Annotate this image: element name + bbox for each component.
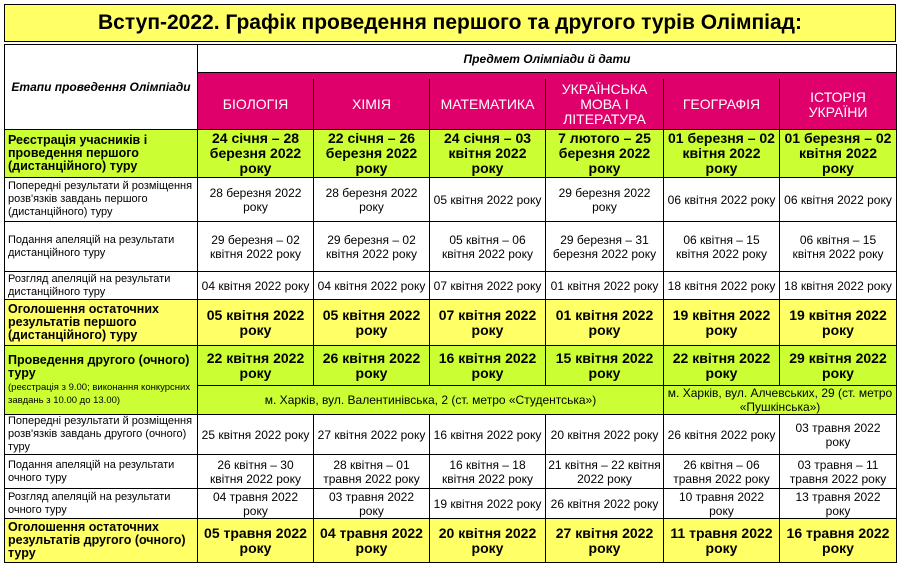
date-cell: 01 квітня 2022 року bbox=[546, 300, 664, 346]
date-cell: 11 травня 2022 року bbox=[664, 519, 780, 563]
date-cell: 04 травня 2022 року bbox=[198, 489, 314, 519]
date-cell: 16 квітня 2022 року bbox=[430, 415, 546, 455]
location-cell: м. Харків, вул. Алчевських, 29 (ст. метро «Пушкінська») bbox=[664, 386, 897, 415]
stage-label: Реєстрація учасників і проведення першого (дистанційного) туру bbox=[5, 130, 198, 178]
date-cell: 27 квітня 2022 року bbox=[314, 415, 430, 455]
date-cell: 29 березня – 02 квітня 2022 року bbox=[198, 222, 314, 272]
schedule-table bbox=[4, 44, 897, 563]
date-cell: 22 квітня 2022 року bbox=[664, 346, 780, 386]
table-row bbox=[5, 300, 897, 346]
date-cell: 26 квітня 2022 року bbox=[314, 346, 430, 386]
stages-header: Етапи проведення Олімпіади bbox=[5, 45, 198, 130]
date-cell: 03 травня 2022 року bbox=[314, 489, 430, 519]
date-cell: 28 березня 2022 року bbox=[198, 178, 314, 222]
date-cell: 06 квітня 2022 року bbox=[664, 178, 780, 222]
date-cell: 04 травня 2022 року bbox=[314, 519, 430, 563]
date-cell: 07 квітня 2022 року bbox=[430, 300, 546, 346]
table-row bbox=[5, 272, 897, 300]
stage-label: Розгляд апеляцій на результати очного туру bbox=[5, 489, 198, 519]
subject-history: ІСТОРІЯ УКРАЇНИ bbox=[780, 80, 897, 130]
subject-geography: ГЕОГРАФІЯ bbox=[664, 80, 780, 130]
date-cell: 01 березня – 02 квітня 2022 року bbox=[664, 130, 780, 178]
date-cell: 22 січня – 26 березня 2022 року bbox=[314, 130, 430, 178]
date-cell: 26 квітня – 06 травня 2022 року bbox=[664, 455, 780, 489]
subjects-band bbox=[198, 73, 897, 80]
date-cell: 05 травня 2022 року bbox=[198, 519, 314, 563]
date-cell: 13 травня 2022 року bbox=[780, 489, 897, 519]
date-cell: 03 травня 2022 року bbox=[780, 415, 897, 455]
table-row bbox=[5, 178, 897, 222]
date-cell: 26 квітня – 30 квітня 2022 року bbox=[198, 455, 314, 489]
date-cell: 01 квітня 2022 року bbox=[546, 272, 664, 300]
date-cell: 18 квітня 2022 року bbox=[664, 272, 780, 300]
date-cell: 19 квітня 2022 року bbox=[780, 300, 897, 346]
stage-label: Оголошення остаточних результатів першого (дистанційного) туру bbox=[5, 300, 198, 346]
date-cell: 29 березня – 02 квітня 2022 року bbox=[314, 222, 430, 272]
table-row bbox=[5, 489, 897, 519]
stage-label-main: Проведення другого (очного) туру bbox=[8, 353, 190, 380]
date-cell: 28 квітня – 01 травня 2022 року bbox=[314, 455, 430, 489]
date-cell: 04 квітня 2022 року bbox=[198, 272, 314, 300]
date-cell: 20 квітня 2022 року bbox=[546, 415, 664, 455]
date-cell: 19 квітня 2022 року bbox=[430, 489, 546, 519]
date-cell: 05 квітня 2022 року bbox=[198, 300, 314, 346]
date-cell: 10 травня 2022 року bbox=[664, 489, 780, 519]
table-row bbox=[5, 222, 897, 272]
date-cell: 04 квітня 2022 року bbox=[314, 272, 430, 300]
subject-math: МАТЕМАТИКА bbox=[430, 80, 546, 130]
date-cell: 29 березня – 31 березня 2022 року bbox=[546, 222, 664, 272]
date-cell: 24 січня – 03 квітня 2022 року bbox=[430, 130, 546, 178]
date-cell: 20 квітня 2022 року bbox=[430, 519, 546, 563]
date-cell: 05 квітня – 06 квітня 2022 року bbox=[430, 222, 546, 272]
date-cell: 06 квітня – 15 квітня 2022 року bbox=[664, 222, 780, 272]
date-cell: 16 квітня 2022 року bbox=[430, 346, 546, 386]
subject-biology: БІОЛОГІЯ bbox=[198, 80, 314, 130]
date-cell: 15 квітня 2022 року bbox=[546, 346, 664, 386]
stage-note: (реєстрація з 9.00; виконання конкурсних завдань з 10.00 до 13.00) bbox=[8, 382, 191, 406]
table-row bbox=[5, 130, 897, 178]
date-cell: 01 березня – 02 квітня 2022 року bbox=[780, 130, 897, 178]
date-cell: 7 лютого – 25 березня 2022 року bbox=[546, 130, 664, 178]
table-row bbox=[5, 415, 897, 455]
date-cell: 03 травня – 11 травня 2022 року bbox=[780, 455, 897, 489]
stage-label: Розгляд апеляцій на результати дистанційного туру bbox=[5, 272, 198, 300]
date-cell: 18 квітня 2022 року bbox=[780, 272, 897, 300]
date-cell: 28 березня 2022 року bbox=[314, 178, 430, 222]
stage-label: Попередні результати й розміщення розв'язків завдань другого (очного) туру bbox=[5, 415, 198, 455]
table-row bbox=[5, 455, 897, 489]
date-cell: 06 квітня 2022 року bbox=[780, 178, 897, 222]
subject-chemistry: ХІМІЯ bbox=[314, 80, 430, 130]
stage-label: Подання апеляцій на результати очного туру bbox=[5, 455, 198, 489]
date-cell: 07 квітня 2022 року bbox=[430, 272, 546, 300]
date-cell: 26 квітня 2022 року bbox=[546, 489, 664, 519]
date-cell: 26 квітня 2022 року bbox=[664, 415, 780, 455]
stage-label: Оголошення остаточних результатів другого (очного) туру bbox=[5, 519, 198, 563]
stage-label: Подання апеляцій на результати дистанційного туру bbox=[5, 222, 198, 272]
stage-label bbox=[5, 346, 198, 415]
stage-label: Попередні результати й розміщення розв'язків завдань першого (дистанційного) туру bbox=[5, 178, 198, 222]
date-cell: 27 квітня 2022 року bbox=[546, 519, 664, 563]
date-cell: 29 березня 2022 року bbox=[546, 178, 664, 222]
page-title: Вступ-2022. Графік проведення першого та другого турів Олімпіад: bbox=[4, 4, 896, 42]
date-cell: 29 квітня 2022 року bbox=[780, 346, 897, 386]
date-cell: 19 квітня 2022 року bbox=[664, 300, 780, 346]
date-cell: 06 квітня – 15 квітня 2022 року bbox=[780, 222, 897, 272]
subject-ukrainian: УКРАЇНСЬКА МОВА І ЛІТЕРАТУРА bbox=[546, 80, 664, 130]
date-cell: 25 квітня 2022 року bbox=[198, 415, 314, 455]
date-cell: 05 квітня 2022 року bbox=[314, 300, 430, 346]
date-cell: 05 квітня 2022 року bbox=[430, 178, 546, 222]
table-row bbox=[5, 519, 897, 563]
date-cell: 16 травня 2022 року bbox=[780, 519, 897, 563]
date-cell: 21 квітня – 22 квітня 2022 року bbox=[546, 455, 664, 489]
date-cell: 16 квітня – 18 квітня 2022 року bbox=[430, 455, 546, 489]
table-row bbox=[5, 346, 897, 386]
date-cell: 24 січня – 28 березня 2022 року bbox=[198, 130, 314, 178]
date-cell: 22 квітня 2022 року bbox=[198, 346, 314, 386]
subjects-header: Предмет Олімпіади й дати bbox=[198, 45, 897, 73]
location-cell: м. Харків, вул. Валентинівська, 2 (ст. метро «Студентська») bbox=[198, 386, 664, 415]
